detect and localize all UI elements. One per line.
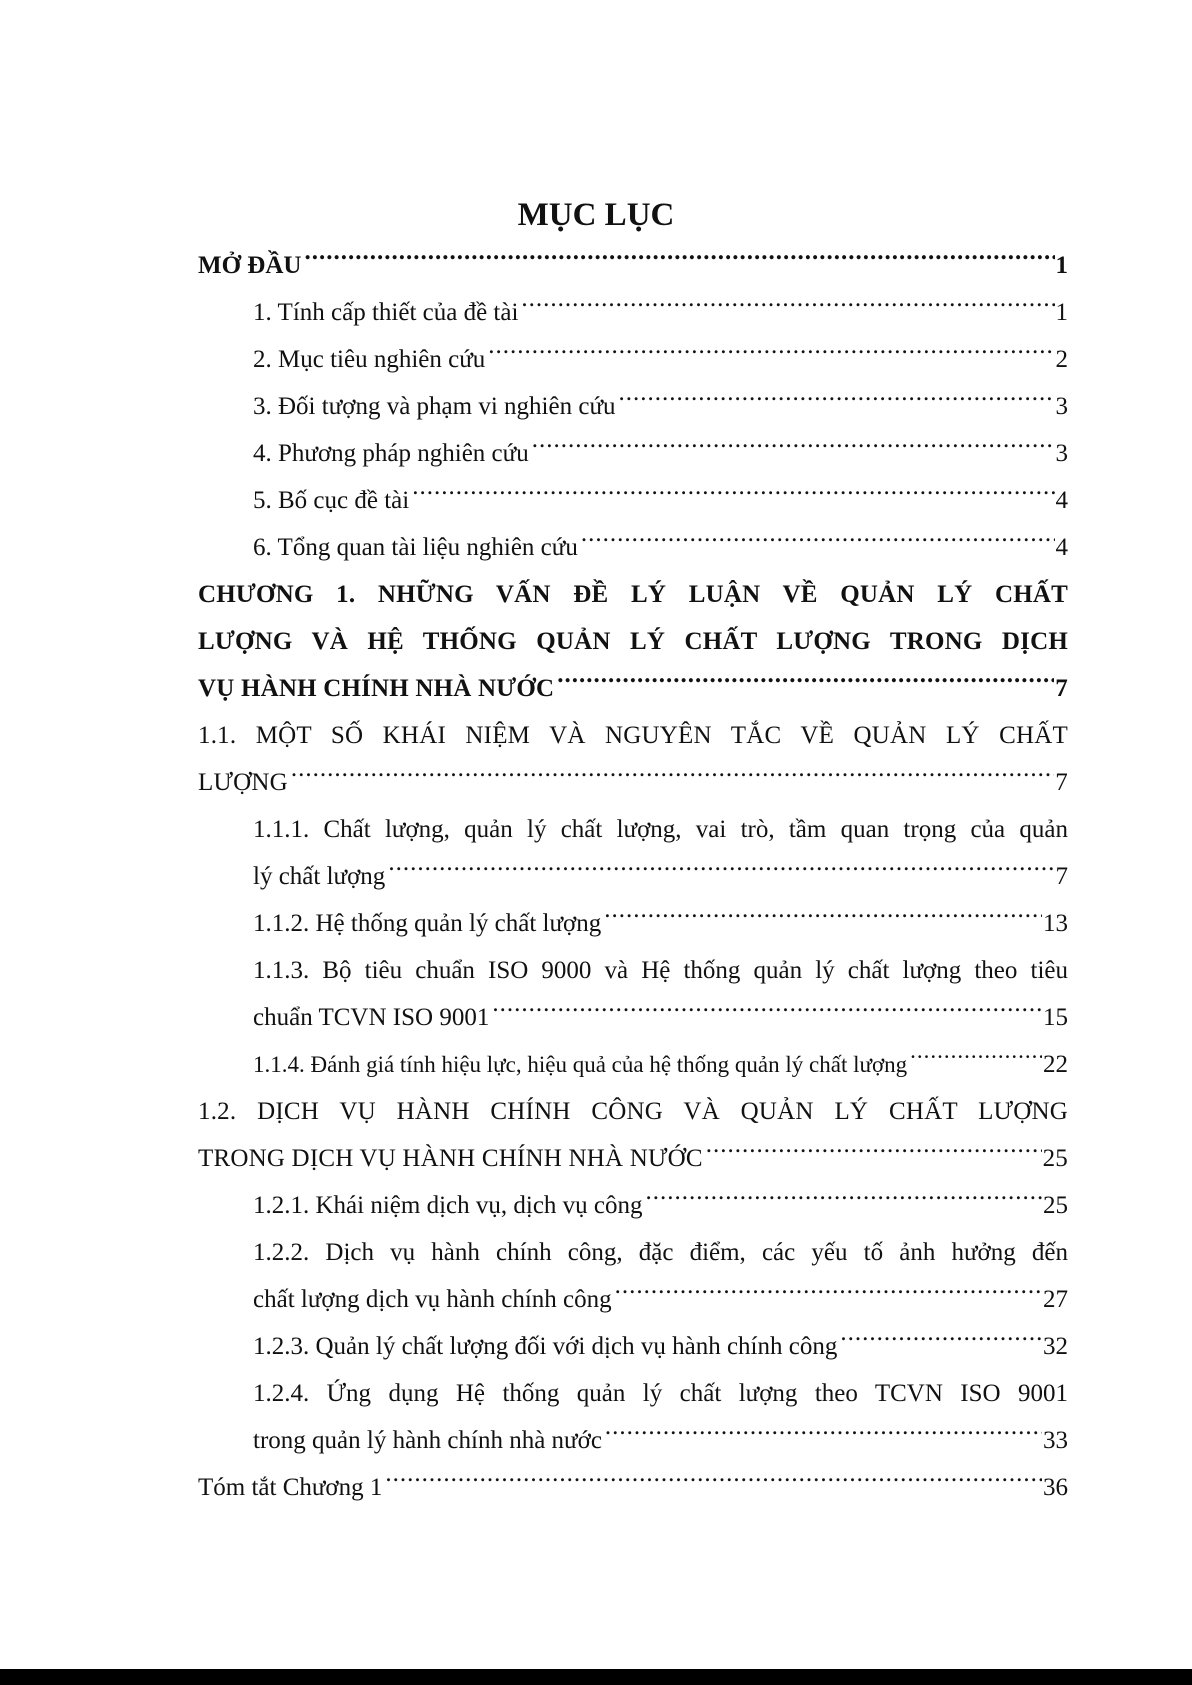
toc-page-number: 25 xyxy=(1042,1145,1068,1172)
toc-page-number: 2 xyxy=(1055,346,1068,373)
toc-entry-label: LƯỢNG xyxy=(198,769,288,796)
dot-leader xyxy=(615,1282,1042,1307)
toc-entry-label: 1. Tính cấp thiết của đề tài xyxy=(253,299,519,326)
toc-page-number: 7 xyxy=(1055,675,1068,702)
dot-leader xyxy=(581,530,1055,555)
toc-page-number: 1 xyxy=(1055,299,1068,326)
dot-leader xyxy=(557,671,1054,696)
toc-entry-label-line-1: 1.1.3. Bộ tiêu chuẩn ISO 9000 và Hệ thống quản lý chất lượng theo tiêu xyxy=(253,957,1068,984)
dot-leader xyxy=(605,1423,1042,1448)
toc-entry-1-1-2[interactable] xyxy=(198,900,1068,947)
toc-page-number: 36 xyxy=(1043,1474,1068,1501)
toc-entry-mo-dau[interactable] xyxy=(198,242,1068,289)
dot-leader xyxy=(604,906,1042,931)
toc-entry-label: chất lượng dịch vụ hành chính công xyxy=(253,1286,612,1313)
toc-page-number: 27 xyxy=(1043,1286,1068,1313)
dot-leader xyxy=(521,295,1054,320)
toc-entry-label: Tóm tắt Chương 1 xyxy=(198,1474,383,1501)
toc-entry-label: 1.1.4. Đánh giá tính hiệu lực, hiệu quả của hệ thống quản lý chất lượng xyxy=(253,1052,908,1077)
toc-entry-6[interactable] xyxy=(198,524,1068,571)
toc-page-number: 4 xyxy=(1055,534,1068,561)
toc-entry-label: 1.2.3. Quản lý chất lượng đối với dịch vụ hành chính công xyxy=(253,1333,838,1360)
toc-entry-1-2-3[interactable] xyxy=(198,1323,1068,1370)
toc-page-number: 13 xyxy=(1043,910,1068,937)
toc-entry-5[interactable] xyxy=(198,477,1068,524)
dot-leader xyxy=(532,436,1055,461)
toc-entry-2[interactable] xyxy=(198,336,1068,383)
dot-leader xyxy=(492,1000,1042,1025)
toc-entry-label: 5. Bố cục đề tài xyxy=(253,487,410,514)
toc-entry-summary-chapter-1[interactable] xyxy=(198,1464,1068,1511)
toc-entry-label-line-1: 1.1.1. Chất lượng, quản lý chất lượng, vai trò, tầm quan trọng của quản xyxy=(253,816,1068,843)
toc-entry-label-line-1: 1.2. DỊCH VỤ HÀNH CHÍNH CÔNG VÀ QUẢN LÝ CHẤT LƯỢNG xyxy=(198,1098,1068,1125)
toc-entry-3[interactable] xyxy=(198,383,1068,430)
toc-entry-1-2-2[interactable] xyxy=(198,1229,1068,1323)
toc-entry-label: 3. Đối tượng và phạm vi nghiên cứu xyxy=(253,393,616,420)
toc-entry-label-line-1: 1.2.4. Ứng dụng Hệ thống quản lý chất lượng theo TCVN ISO 9001 xyxy=(253,1380,1068,1407)
toc-entry-1-2-1[interactable] xyxy=(198,1182,1068,1229)
dot-leader xyxy=(706,1141,1042,1166)
toc-page-number: 25 xyxy=(1043,1192,1068,1219)
toc-entry-1-2[interactable] xyxy=(198,1088,1068,1182)
toc-entry-label-line-1: 1.1. MỘT SỐ KHÁI NIỆM VÀ NGUYÊN TẮC VỀ QUẢN LÝ CHẤT xyxy=(198,722,1068,749)
toc-page-number: 33 xyxy=(1043,1427,1068,1454)
toc-entry-label-line-1: CHƯƠNG 1. NHỮNG VẤN ĐỀ LÝ LUẬN VỀ QUẢN LÝ CHẤT xyxy=(198,581,1068,608)
toc-page-number: 1 xyxy=(1055,252,1068,279)
dot-leader xyxy=(619,389,1055,414)
dot-leader xyxy=(646,1188,1042,1213)
dot-leader xyxy=(840,1329,1042,1354)
dot-leader xyxy=(385,1470,1042,1495)
toc-page-number: 15 xyxy=(1043,1004,1068,1031)
toc-entry-label: chuẩn TCVN ISO 9001 xyxy=(253,1004,490,1031)
table-of-contents xyxy=(198,242,1068,1511)
toc-entry-label: 2. Mục tiêu nghiên cứu xyxy=(253,346,486,373)
dot-leader xyxy=(291,765,1054,790)
toc-entry-label: 1.1.2. Hệ thống quản lý chất lượng xyxy=(253,910,602,937)
toc-entry-label: 4. Phương pháp nghiên cứu xyxy=(253,440,529,467)
toc-entry-1-2-4[interactable] xyxy=(198,1370,1068,1464)
toc-page-number: 7 xyxy=(1055,769,1068,796)
toc-entry-label: lý chất lượng xyxy=(253,863,386,890)
dot-leader xyxy=(488,342,1054,367)
toc-entry-label: TRONG DỊCH VỤ HÀNH CHÍNH NHÀ NƯỚC xyxy=(198,1145,703,1172)
dot-leader xyxy=(304,248,1054,273)
toc-page-number: 32 xyxy=(1043,1333,1068,1360)
toc-entry-label: trong quản lý hành chính nhà nước xyxy=(253,1427,602,1454)
dot-leader xyxy=(910,1049,1042,1072)
toc-entry-label: VỤ HÀNH CHÍNH NHÀ NƯỚC xyxy=(198,675,555,702)
toc-entry-label: 6. Tổng quan tài liệu nghiên cứu xyxy=(253,534,578,561)
toc-entry-label: 1.2.1. Khái niệm dịch vụ, dịch vụ công xyxy=(253,1192,643,1219)
toc-entry-1-1-1[interactable] xyxy=(198,806,1068,900)
page-title: MỤC LỤC xyxy=(517,197,675,233)
toc-entry-1-1-4[interactable] xyxy=(198,1041,1068,1088)
toc-entry-1-1-3[interactable] xyxy=(198,947,1068,1041)
toc-page-number: 22 xyxy=(1043,1051,1068,1078)
page-bottom-edge xyxy=(0,1669,1192,1685)
toc-entry-label: MỞ ĐẦU xyxy=(198,252,302,279)
toc-page-number: 7 xyxy=(1055,863,1068,890)
toc-entry-chapter-1[interactable] xyxy=(198,571,1068,712)
toc-page-number: 3 xyxy=(1055,440,1068,467)
toc-page-number: 4 xyxy=(1055,487,1068,514)
toc-entry-1-1[interactable] xyxy=(198,712,1068,806)
toc-entry-label-line-1: 1.2.2. Dịch vụ hành chính công, đặc điểm, các yếu tố ảnh hưởng đến xyxy=(253,1239,1068,1266)
toc-entry-1[interactable] xyxy=(198,289,1068,336)
dot-leader xyxy=(412,483,1054,508)
toc-page-number: 3 xyxy=(1055,393,1068,420)
toc-entry-label-line-2: LƯỢNG VÀ HỆ THỐNG QUẢN LÝ CHẤT LƯỢNG TRONG DỊCH xyxy=(198,628,1068,655)
dot-leader xyxy=(388,859,1054,884)
toc-entry-4[interactable] xyxy=(198,430,1068,477)
